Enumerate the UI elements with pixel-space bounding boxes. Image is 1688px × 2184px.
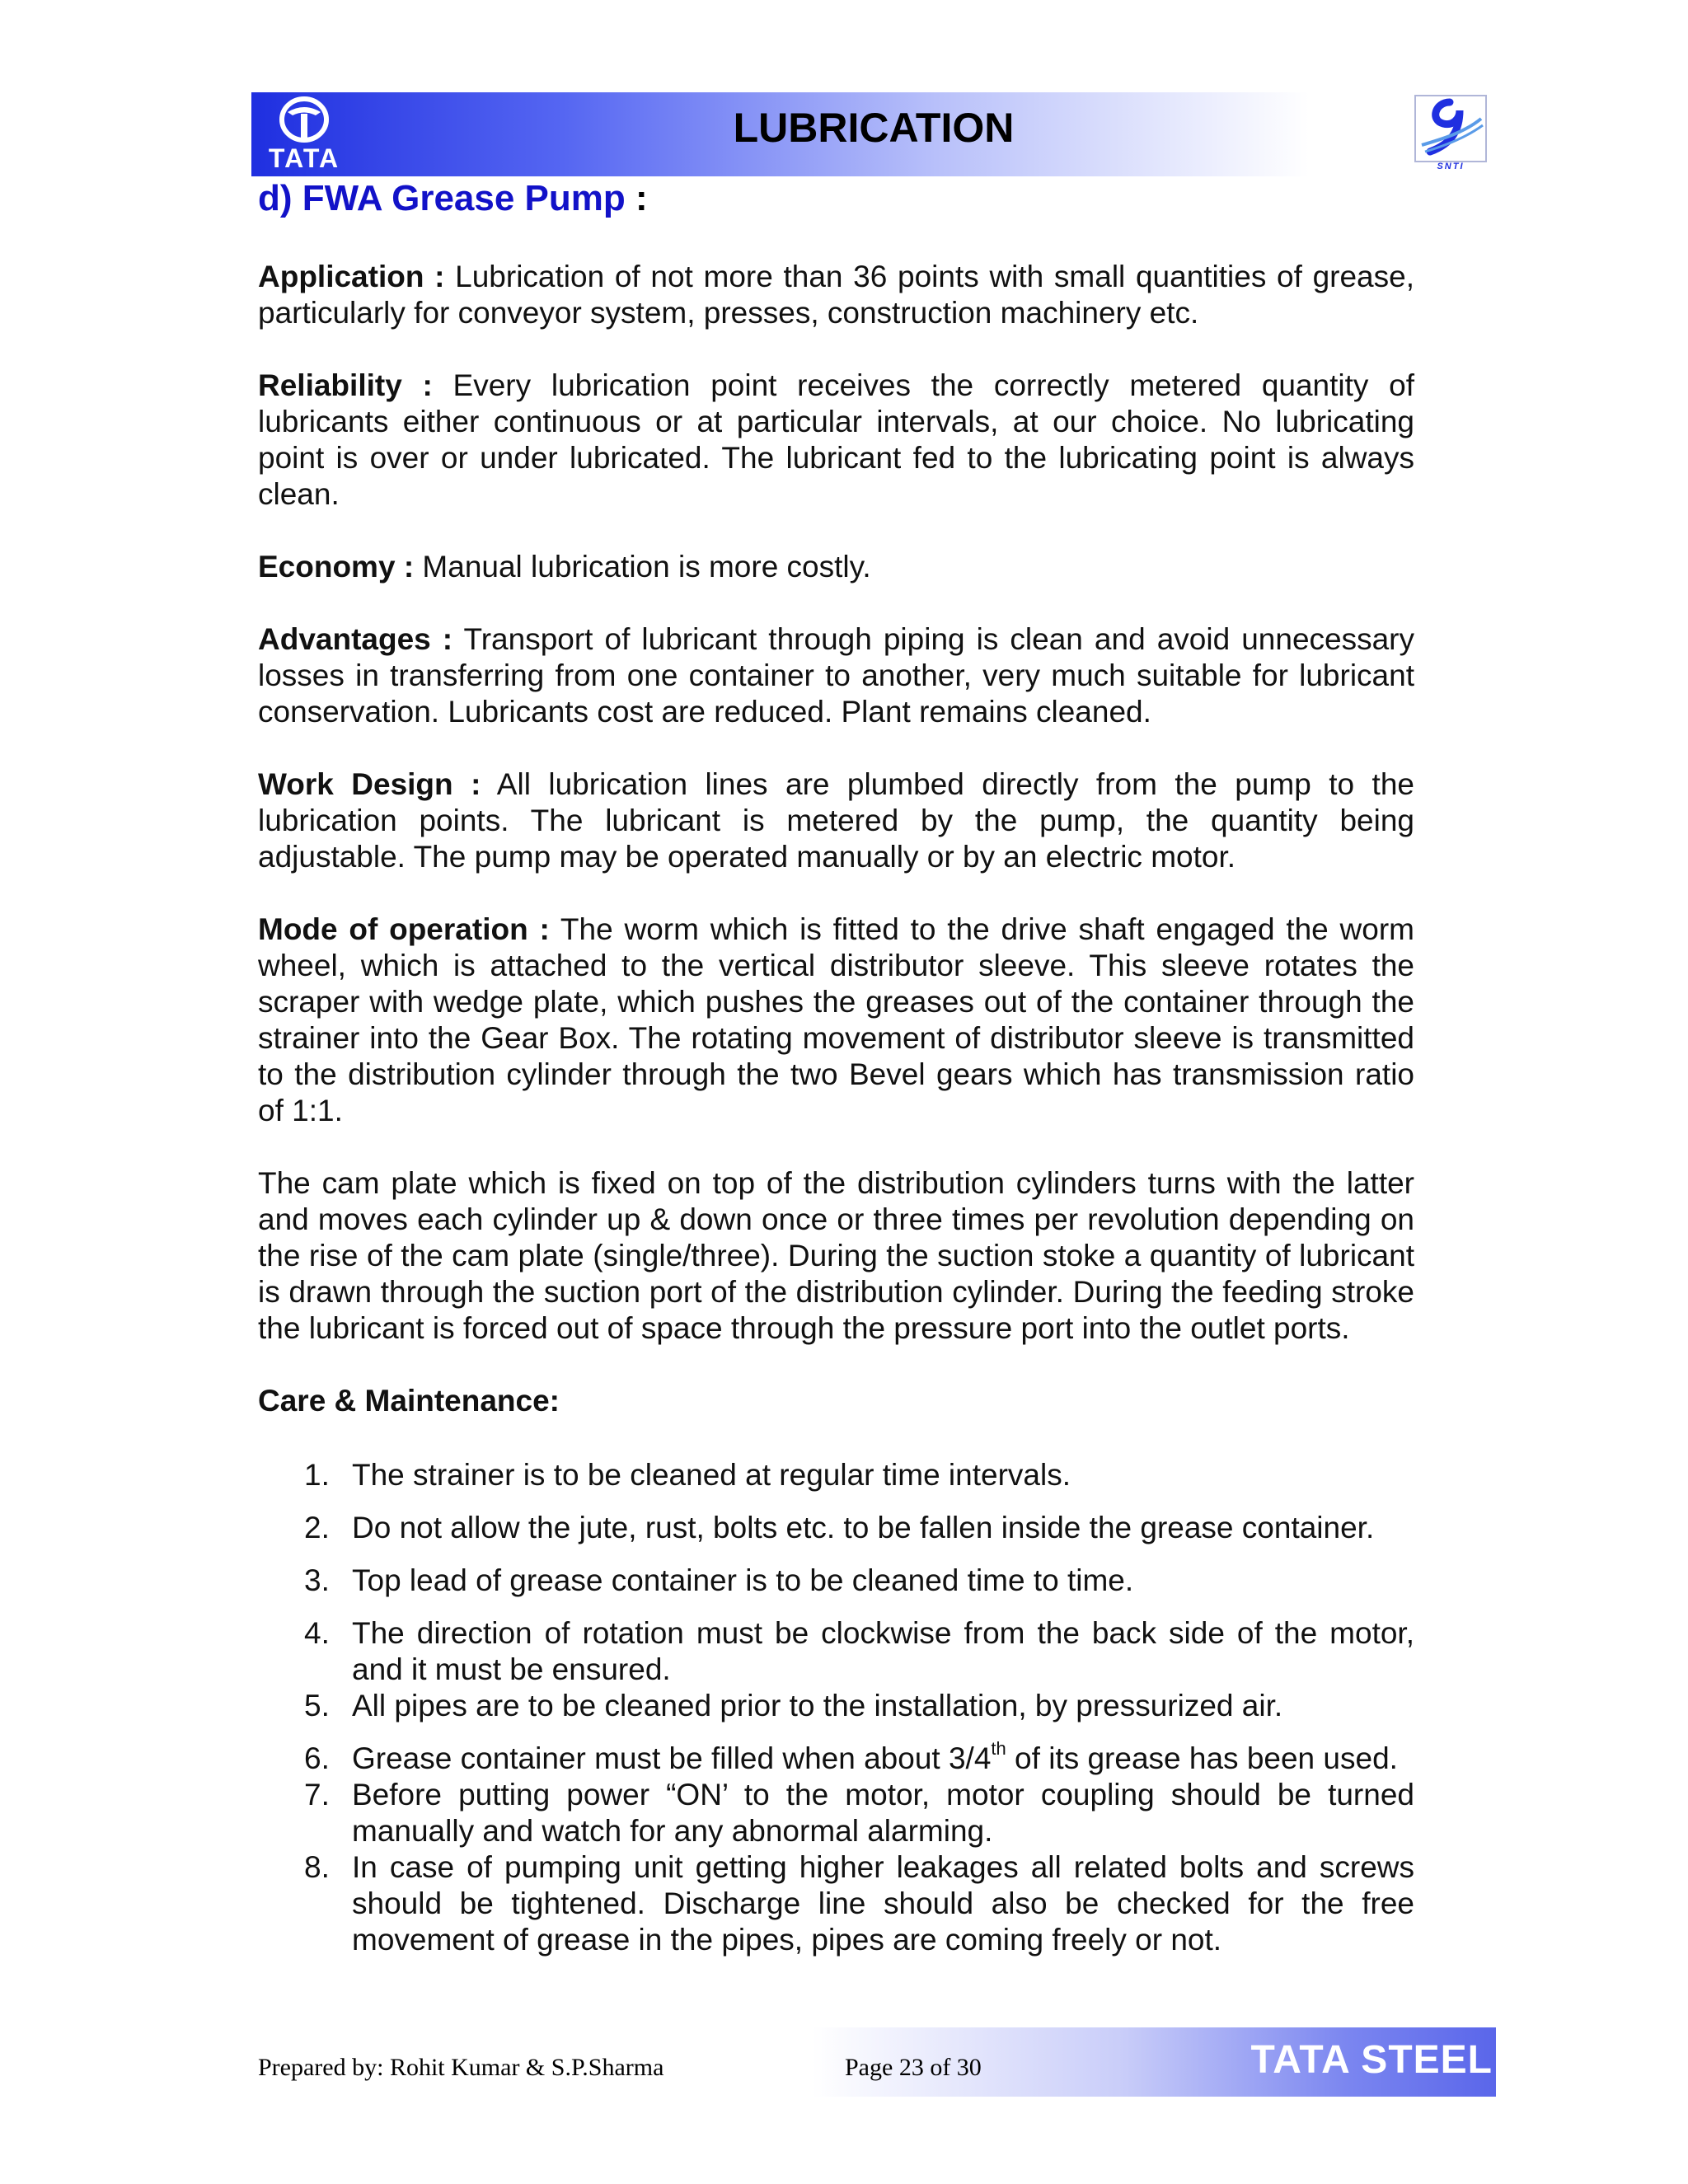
section-title-colon: : <box>635 178 648 218</box>
list-text-after: of its grease has been used. <box>1006 1741 1398 1775</box>
paragraph-advantages <box>258 621 1414 730</box>
list-number: 8. <box>304 1850 330 1884</box>
list-item <box>258 1457 1414 1493</box>
care-list <box>258 1457 1414 1958</box>
footer-page-number: Page 23 of 30 <box>845 2054 982 2081</box>
list-item <box>258 1510 1414 1546</box>
text-work-design: All lubrication lines are plumbed directly from the pump to the lubrication points. The lubricant is metered by the pump, the quantity being adjustable. The pump may be operated manually or by an electric motor. <box>258 767 1414 874</box>
list-item <box>258 1849 1414 1958</box>
list-number: 4. <box>304 1616 330 1650</box>
list-text: Before putting power “ON’ to the motor, motor coupling should be turned manually and watch for any abnormal alarming. <box>352 1778 1414 1848</box>
paragraph-work-design <box>258 766 1414 875</box>
snti-logo <box>1414 94 1488 175</box>
tata-logo-text: TATA <box>268 143 340 173</box>
footer-prepared-by: Prepared by: Rohit Kumar & S.P.Sharma <box>258 2054 664 2081</box>
list-text: In case of pumping unit getting higher leakages all related bolts and screws should be tightened. Discharge line should also be checked for the free movement of grease in the pipes, pipes are coming freely or not. <box>352 1850 1414 1957</box>
list-text: Top lead of grease container is to be cleaned time to time. <box>352 1563 1134 1597</box>
list-number: 7. <box>304 1778 330 1811</box>
list-text: The strainer is to be cleaned at regular time intervals. <box>352 1458 1071 1492</box>
label-application: Application : <box>258 260 445 293</box>
label-mode-of-operation: Mode of operation : <box>258 912 550 946</box>
list-item <box>258 1688 1414 1724</box>
list-number: 3. <box>304 1563 330 1597</box>
list-superscript: th <box>991 1737 1006 1759</box>
paragraph-mode-of-operation <box>258 912 1414 1129</box>
label-economy: Economy : <box>258 550 415 583</box>
header-band <box>251 92 1496 176</box>
paragraph-cam-plate: The cam plate which is fixed on top of the distribution cylinders turns with the latter and moves each cylinder up & down once or three times per revolution depending on the rise of the cam plate (single/three). During the suction stoke a quantity of lubricant is drawn through the suction port of the distribution cylinder. During the feeding stroke the lubricant is forced out of space through the pressure port into the outlet ports. <box>258 1166 1414 1345</box>
section-title <box>258 178 648 219</box>
paragraph-application <box>258 259 1414 331</box>
text-advantages: Transport of lubricant through piping is clean and avoid unnecessary losses in transferring from one container to another, very much suitable for lubricant conservation. Lubricants cost are reduced. Plant remains cleaned. <box>258 622 1414 729</box>
footer-band <box>251 2027 1496 2097</box>
section-title-text: d) FWA Grease Pump <box>258 178 626 218</box>
snti-logo-text: SNTI <box>1437 162 1465 171</box>
list-text: Do not allow the jute, rust, bolts etc. to be fallen inside the grease container. <box>352 1511 1375 1544</box>
text-application: Lubrication of not more than 36 points with small quantities of grease, particularly for conveyor system, presses, construction machinery etc. <box>258 260 1414 330</box>
document-body <box>258 259 1414 1958</box>
list-number: 5. <box>304 1689 330 1722</box>
label-reliability: Reliability : <box>258 368 433 402</box>
list-text: The direction of rotation must be clockwise from the back side of the motor, and it must be ensured. <box>352 1616 1414 1686</box>
text-mode-of-operation: The worm which is fitted to the drive shaft engaged the worm wheel, which is attached to the vertical distributor sleeve. This sleeve rotates the scraper with wedge plate, which pushes the greases out of the container through the strainer into the Gear Box. The rotating movement of distributor sleeve is transmitted to the distribution cylinder through the two Bevel gears which has transmission ratio of 1:1. <box>258 912 1414 1127</box>
list-text-before: Grease container must be filled when about 3/4 <box>352 1741 992 1775</box>
list-number: 2. <box>304 1511 330 1544</box>
paragraph-economy <box>258 549 1414 585</box>
label-work-design: Work Design : <box>258 767 481 801</box>
list-number: 6. <box>304 1741 330 1775</box>
label-advantages: Advantages : <box>258 622 453 656</box>
text-reliability: Every lubrication point receives the correctly metered quantity of lubricants either continuous or at particular intervals, at our choice. No lubricating point is over or under lubricated. The lubricant fed to the lubricating point is always clean. <box>258 368 1414 511</box>
tata-steel-logo: TATA STEEL <box>1250 2038 1493 2082</box>
list-item <box>258 1777 1414 1849</box>
list-item <box>258 1615 1414 1688</box>
list-text: All pipes are to be cleaned prior to the installation, by pressurized air. <box>352 1689 1283 1722</box>
list-item <box>258 1737 1414 1777</box>
list-number: 1. <box>304 1458 330 1492</box>
care-heading: Care & Maintenance: <box>258 1384 560 1418</box>
text-economy: Manual lubrication is more costly. <box>414 550 871 583</box>
list-item <box>258 1563 1414 1599</box>
paragraph-reliability <box>258 368 1414 513</box>
page-header-title: LUBRICATION <box>733 105 1015 151</box>
